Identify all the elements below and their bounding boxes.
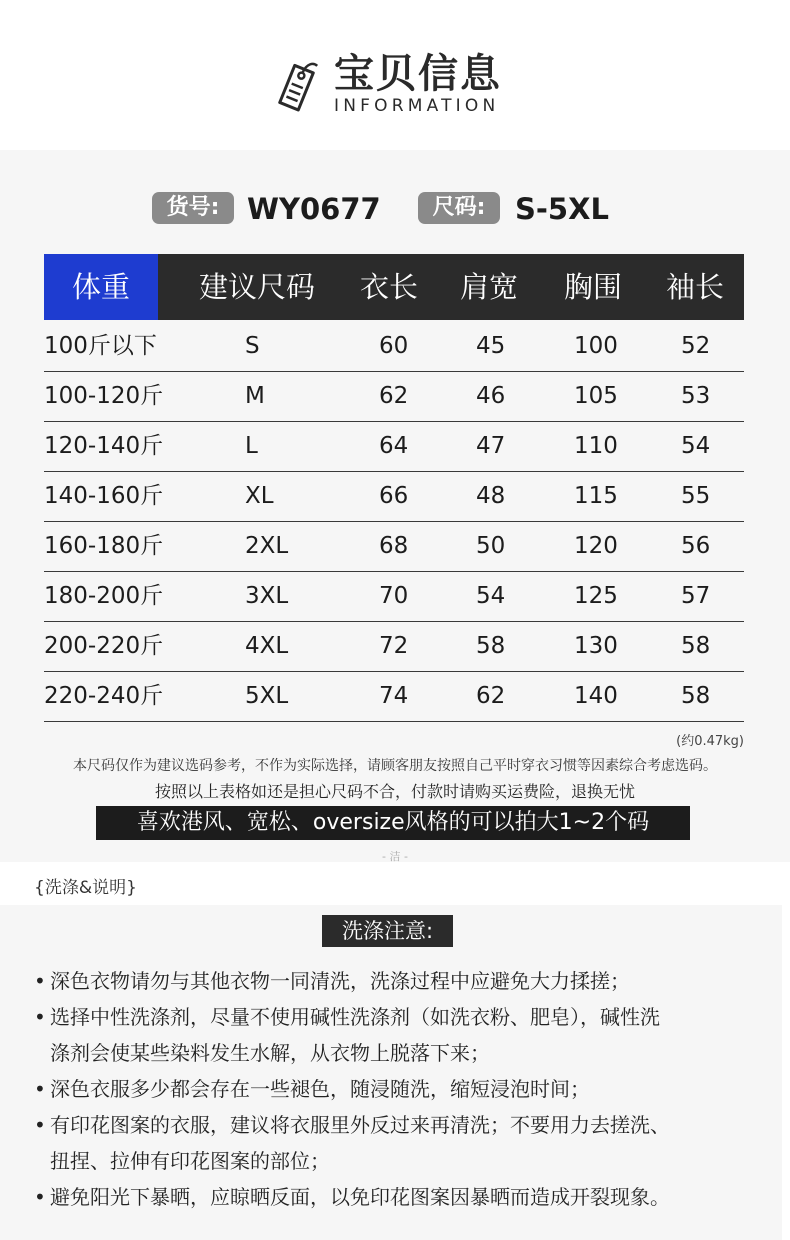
cell-sleeve: 55 <box>681 483 711 509</box>
table-row <box>44 521 744 572</box>
section-divider: - 洁 - <box>382 850 408 863</box>
cell-sleeve: 54 <box>681 433 711 459</box>
bullet-icon: • <box>34 1077 46 1101</box>
wash-item: • 避免阳光下暴晒，应晾晒反面，以免印花图案因暴晒而造成开裂现象。 <box>34 1180 670 1214</box>
cell-shoulder: 48 <box>476 483 506 509</box>
cell-weight: 120-140斤 <box>44 433 164 459</box>
item-number-label: 货号: <box>152 192 234 224</box>
header-suggested-size: 建议尺码 <box>199 270 316 304</box>
cell-size: M <box>245 383 265 409</box>
cell-size: S <box>245 333 260 359</box>
header-shoulder: 肩宽 <box>460 270 519 304</box>
cell-shoulder: 47 <box>476 433 506 459</box>
table-row <box>44 471 744 522</box>
cell-weight: 220-240斤 <box>44 683 164 709</box>
cell-chest: 115 <box>574 483 618 509</box>
size-range-value: S-5XL <box>515 192 609 226</box>
header-length: 衣长 <box>360 270 419 304</box>
cell-shoulder: 58 <box>476 633 506 659</box>
wash-item: • 选择中性洗涤剂，尽量不使用碱性洗涤剂（如洗衣粉、肥皂），碱性洗 <box>34 1000 660 1034</box>
cell-weight: 100-120斤 <box>44 383 164 409</box>
cell-size: L <box>245 433 258 459</box>
table-row <box>44 621 744 672</box>
item-number-value: WY0677 <box>247 192 381 226</box>
cell-chest: 105 <box>574 383 618 409</box>
page-header <box>0 0 790 150</box>
cell-chest: 120 <box>574 533 618 559</box>
cell-weight: 160-180斤 <box>44 533 164 559</box>
cell-shoulder: 45 <box>476 333 506 359</box>
cell-chest: 110 <box>574 433 618 459</box>
wash-title: 洗涤注意: <box>322 915 453 947</box>
cell-sleeve: 58 <box>681 633 711 659</box>
cell-chest: 125 <box>574 583 618 609</box>
cell-size: 4XL <box>245 633 289 659</box>
cell-length: 74 <box>379 683 409 709</box>
cell-chest: 130 <box>574 633 618 659</box>
wash-item: • 有印花图案的衣服，建议将衣服里外反过来再清洗；不要用力去搓洗、 <box>34 1108 670 1142</box>
cell-shoulder: 62 <box>476 683 506 709</box>
table-row <box>44 421 744 472</box>
header-chest: 胸围 <box>564 270 623 304</box>
bullet-icon: • <box>34 1113 46 1137</box>
weight-unit-note: (约0.47kg) <box>676 734 744 749</box>
cell-sleeve: 52 <box>681 333 711 359</box>
header-sleeve: 袖长 <box>666 270 725 304</box>
cell-shoulder: 46 <box>476 383 506 409</box>
cell-length: 66 <box>379 483 409 509</box>
cell-sleeve: 56 <box>681 533 711 559</box>
cell-length: 60 <box>379 333 409 359</box>
wash-item-continued: 涤剂会使某些染料发生水解，从衣物上脱落下来； <box>50 1041 490 1065</box>
bullet-icon: • <box>34 969 46 993</box>
cell-weight: 140-160斤 <box>44 483 164 509</box>
table-row <box>44 321 744 372</box>
page-title: 宝贝信息 <box>334 51 502 97</box>
price-tag-icon <box>278 54 318 114</box>
page-subtitle: INFORMATION <box>334 96 500 116</box>
table-row <box>44 571 744 622</box>
bullet-icon: • <box>34 1185 46 1209</box>
size-up-banner: 喜欢港风、宽松、oversize风格的可以拍大1~2个码 <box>96 806 690 840</box>
size-disclaimer: 本尺码仅作为建议选码参考，不作为实际选择，请顾客朋友按照自己平时穿衣习惯等因素综合考虑选码。 <box>73 758 717 774</box>
cell-length: 68 <box>379 533 409 559</box>
cell-length: 64 <box>379 433 409 459</box>
cell-sleeve: 57 <box>681 583 711 609</box>
cell-weight: 200-220斤 <box>44 633 164 659</box>
table-row <box>44 371 744 422</box>
cell-size: XL <box>245 483 274 509</box>
cell-size: 2XL <box>245 533 289 559</box>
wash-item: • 深色衣服多少都会存在一些褪色，随浸随洗，缩短浸泡时间； <box>34 1072 590 1106</box>
header-weight: 体重 <box>44 254 158 320</box>
wash-item-continued: 扭捏、拉伸有印花图案的部位； <box>50 1149 330 1173</box>
cell-chest: 140 <box>574 683 618 709</box>
size-range-label: 尺码: <box>418 192 500 224</box>
table-row <box>44 671 744 722</box>
wash-item: • 深色衣物请勿与其他衣物一同清洗，洗涤过程中应避免大力揉搓； <box>34 964 630 998</box>
bullet-icon: • <box>34 1005 46 1029</box>
cell-weight: 100斤以下 <box>44 333 157 359</box>
cell-length: 62 <box>379 383 409 409</box>
cell-chest: 100 <box>574 333 618 359</box>
cell-sleeve: 58 <box>681 683 711 709</box>
cell-size: 3XL <box>245 583 289 609</box>
cell-length: 70 <box>379 583 409 609</box>
shipping-insurance-note: 按照以上表格如还是担心尺码不合，付款时请购买运费险，退换无忧 <box>154 782 635 801</box>
cell-length: 72 <box>379 633 409 659</box>
cell-shoulder: 54 <box>476 583 506 609</box>
size-table-header <box>44 254 744 320</box>
cell-shoulder: 50 <box>476 533 506 559</box>
wash-section-label: {洗涤&说明} <box>34 878 137 898</box>
cell-size: 5XL <box>245 683 289 709</box>
cell-sleeve: 53 <box>681 383 711 409</box>
cell-weight: 180-200斤 <box>44 583 164 609</box>
